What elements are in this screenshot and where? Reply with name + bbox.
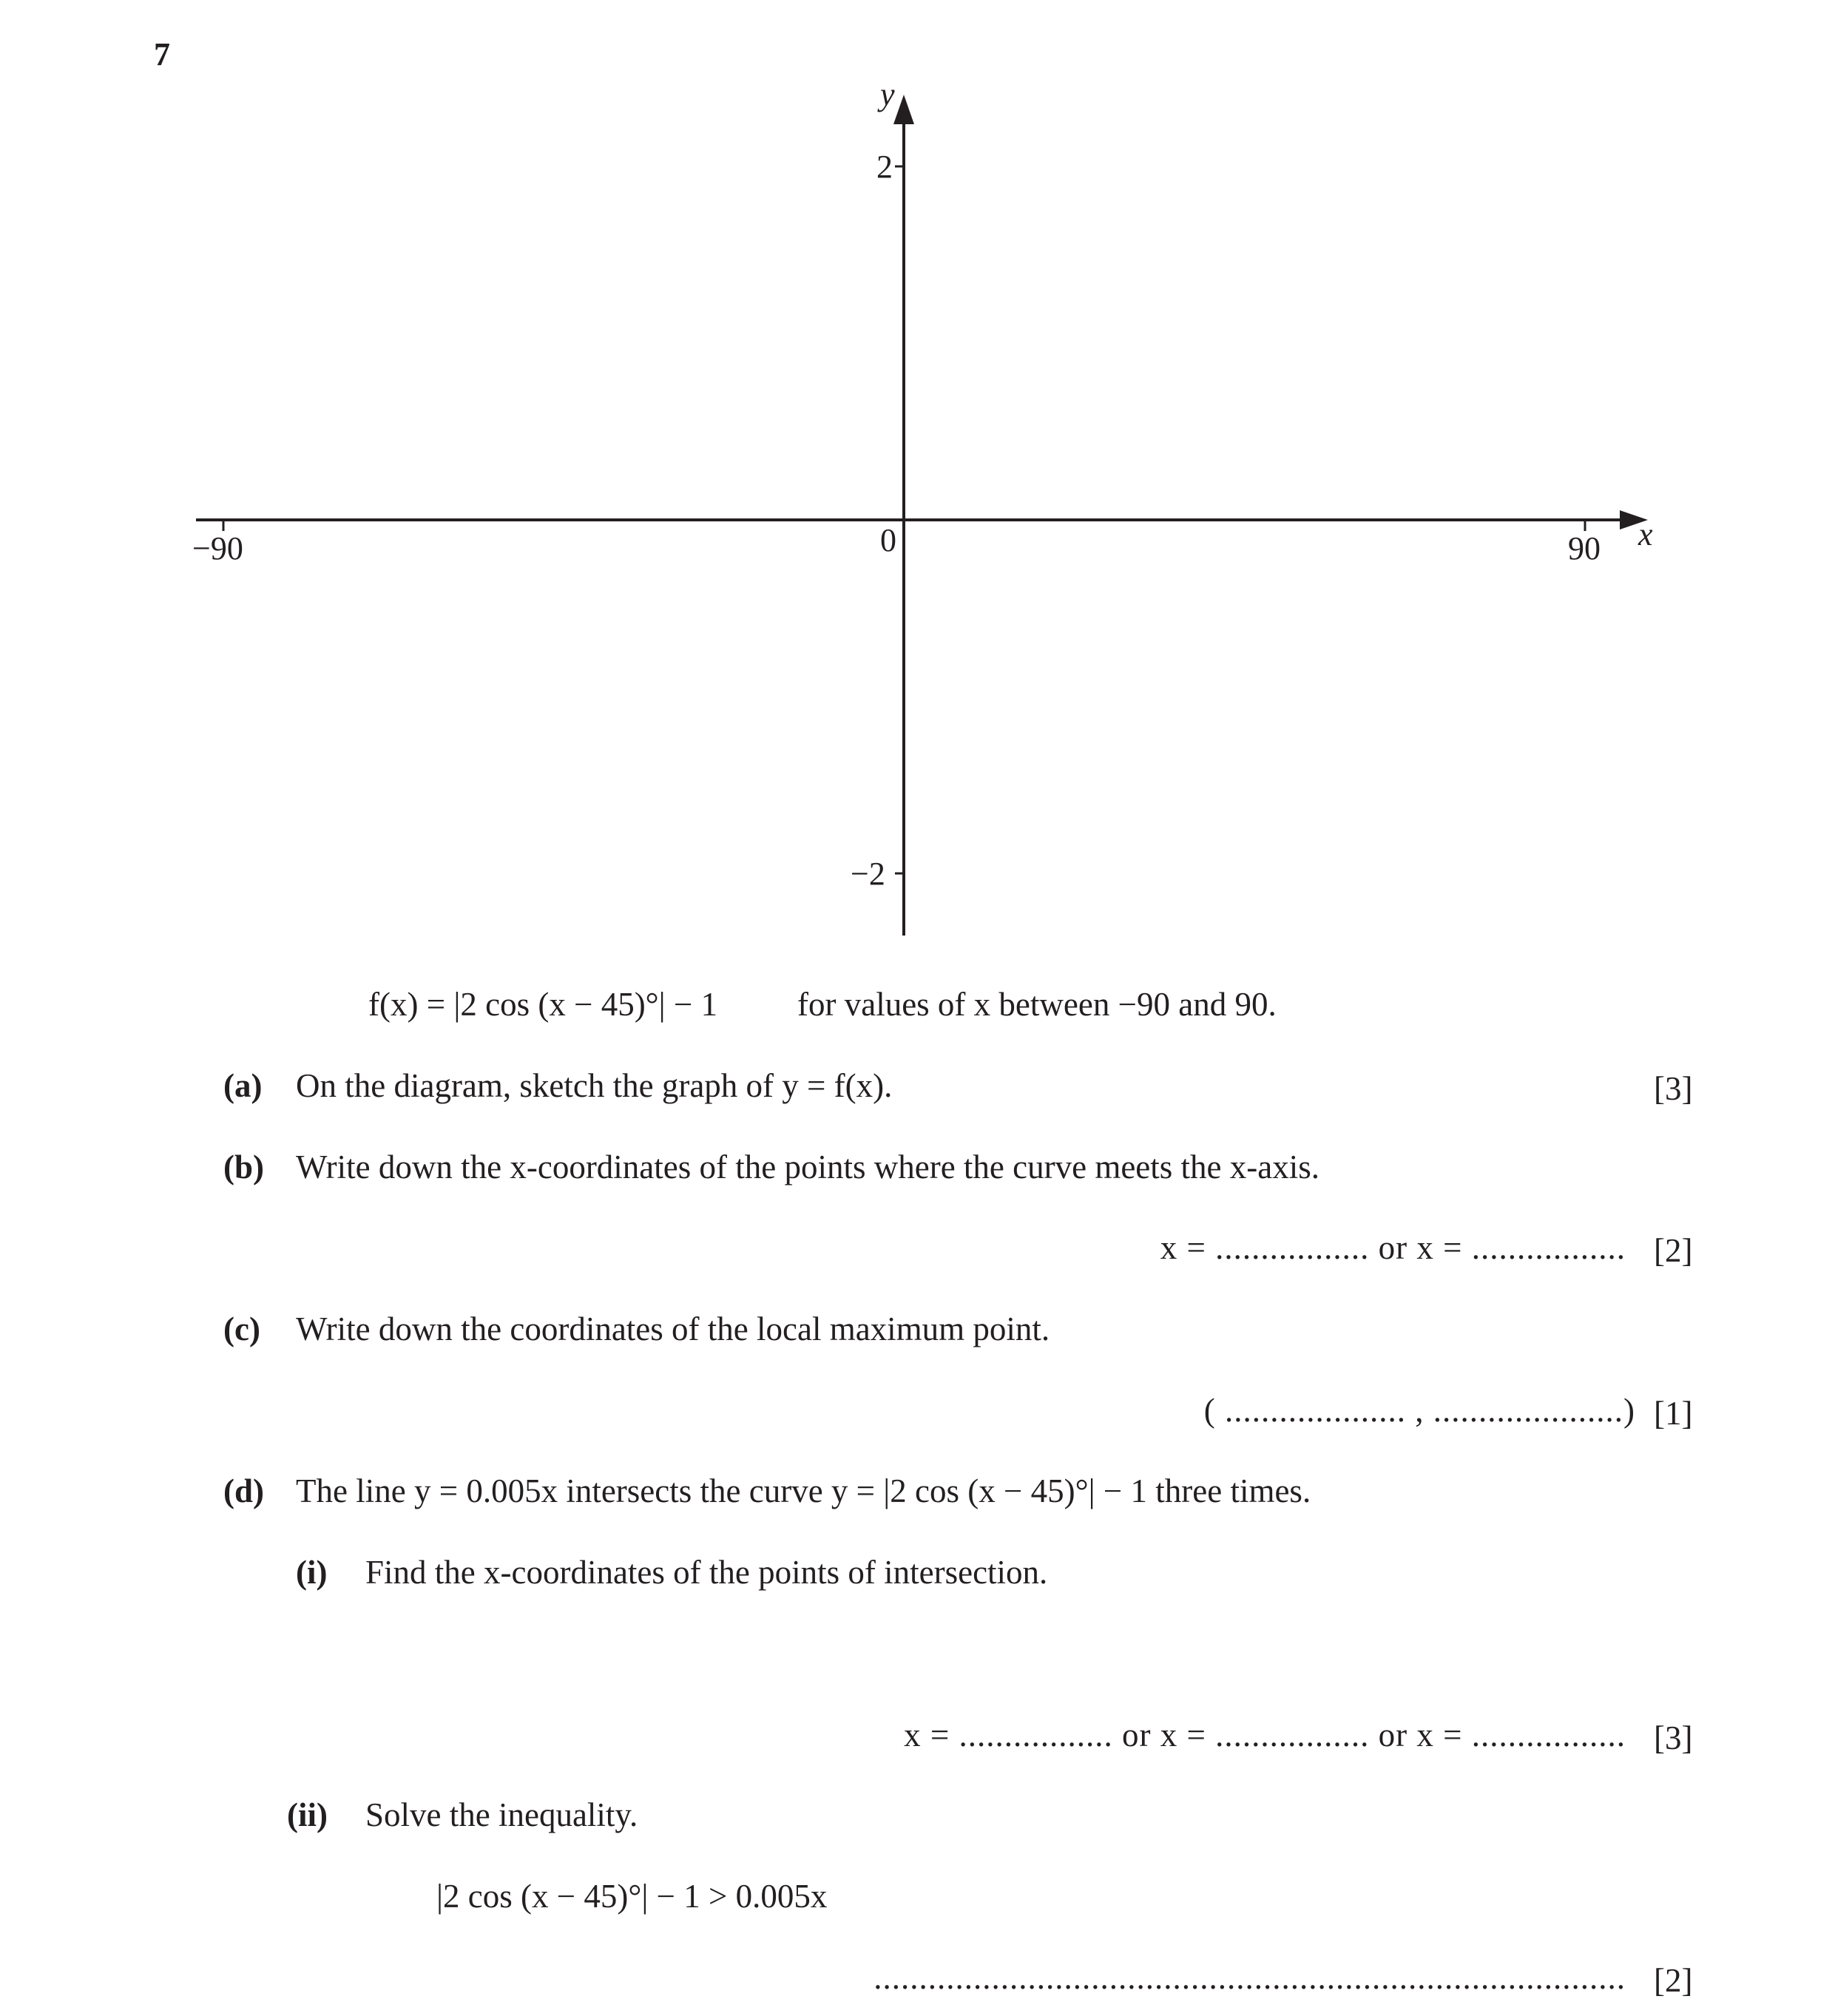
function-definition: [368, 988, 717, 1021]
part-d-i-text: Find the x-coordinates of the points of intersection.: [365, 1554, 1048, 1591]
part-d-label: (d): [223, 1472, 264, 1509]
tick-label-x-90: 90: [1568, 530, 1601, 566]
part-b-marks: [2]: [1654, 1232, 1693, 1269]
part-d-ii-answer-line[interactable]: ...................................................................................: [873, 1959, 1626, 1996]
function-domain: for values of x between −90 and 90.: [797, 986, 1277, 1023]
part-d-i-answer-line[interactable]: x = ................. or x = ................. or x = .................: [904, 1716, 1626, 1753]
part-d-ii-label: (ii): [287, 1796, 328, 1833]
y-axis-label: y: [880, 76, 895, 112]
x-axis-label: x: [1638, 516, 1653, 552]
part-d-ii-marks: [2]: [1654, 1962, 1693, 1999]
function-lhs: f(x) =: [368, 986, 454, 1023]
part-d-i-label: (i): [296, 1554, 328, 1591]
part-d-i-marks: [3]: [1654, 1719, 1693, 1756]
part-b-label: (b): [223, 1149, 264, 1185]
part-b-text: Write down the x-coordinates of the points where the curve meets the x-axis.: [296, 1149, 1319, 1185]
part-d-ii-text: Solve the inequality.: [365, 1796, 638, 1833]
part-c-label: (c): [223, 1310, 260, 1347]
tick-label-x-neg90: −90: [192, 530, 243, 566]
tick-label-origin: 0: [880, 522, 896, 558]
part-c-answer-line[interactable]: ( .................... , .....................): [1203, 1392, 1635, 1429]
part-a-label: (a): [223, 1067, 263, 1104]
part-a-marks: [3]: [1654, 1070, 1693, 1107]
function-rhs: |2 cos (x − 45)°| − 1: [453, 986, 718, 1023]
part-a-text: On the diagram, sketch the graph of y = f(x).: [296, 1067, 893, 1104]
part-d-ii-inequality: |2 cos (x − 45)°| − 1 > 0.005x: [436, 1878, 828, 1915]
part-c-text: Write down the coordinates of the local maximum point.: [296, 1310, 1050, 1347]
part-b-answer-line[interactable]: x = ................. or x = .................: [1160, 1229, 1626, 1266]
question-number: 7: [154, 36, 170, 72]
part-c-marks: [1]: [1654, 1395, 1693, 1432]
axes-diagram: [0, 0, 1835, 961]
tick-label-y-neg2: −2: [851, 856, 885, 892]
part-d-text: The line y = 0.005x intersects the curve y = |2 cos (x − 45)°| − 1 three times.: [296, 1472, 1311, 1509]
tick-label-y-2: 2: [876, 149, 893, 185]
y-axis-arrow: [893, 95, 914, 124]
